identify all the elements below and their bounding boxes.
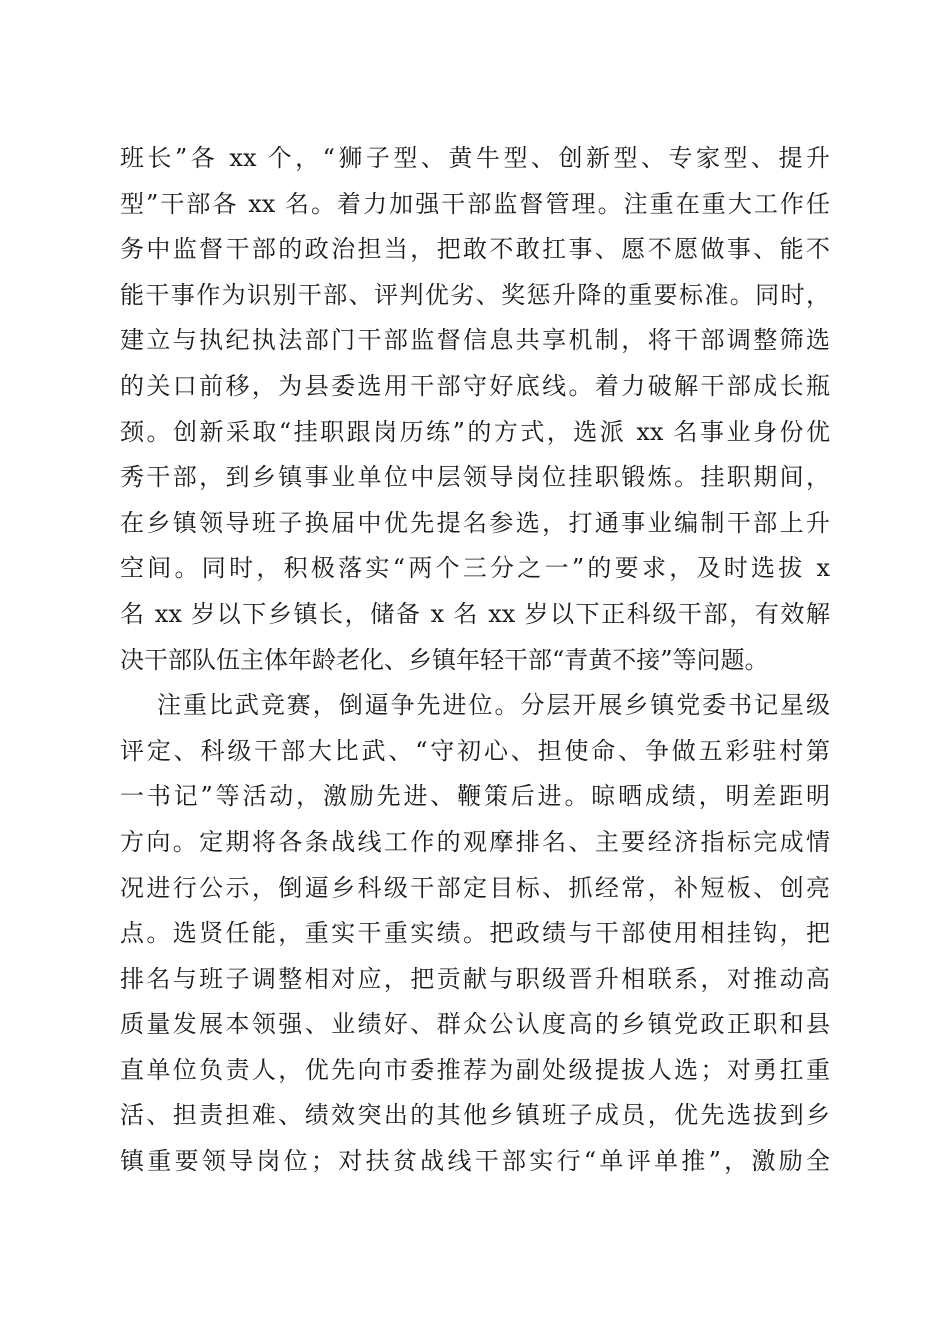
text-line: 的关口前移，为县委选用干部守好底线。着力破解干部成长瓶 <box>120 371 830 400</box>
text-line: 方向。定期将各条战线工作的观摩排名、主要经济指标完成情 <box>120 827 830 856</box>
text-line: 排名与班子调整相对应，把贡献与职级晋升相联系，对推动高 <box>120 964 830 993</box>
text-line: 直单位负责人，优先向市委推荐为副处级提拔人选；对勇扛重 <box>120 1055 830 1084</box>
paragraph-1 <box>120 136 830 683</box>
text-line: 决干部队伍主体年龄老化、乡镇年轻干部“青黄不接”等问题。 <box>120 645 769 674</box>
text-line: 镇重要领导岗位；对扶贫战线干部实行“单评单推”，激励全 <box>120 1147 830 1176</box>
text-line: 活、担责担难、绩效突出的其他乡镇班子成员，优先选拔到乡 <box>120 1101 830 1130</box>
text-line: 点。选贤任能，重实干重实绩。把政绩与干部使用相挂钩，把 <box>120 919 830 948</box>
text-line: 颈。创新采取“挂职跟岗历练”的方式，选派 xx 名事业身份优 <box>120 417 830 446</box>
text-line: 空间。同时，积极落实“两个三分之一”的要求，及时选拔 x <box>120 554 830 583</box>
text-line: 况进行公示，倒逼乡科级干部定目标、抓经常，补短板、创亮 <box>120 873 830 902</box>
text-line: 名 xx 岁以下乡镇长，储备 x 名 xx 岁以下正科级干部，有效解 <box>120 599 830 628</box>
text-line: 班长”各 xx 个，“狮子型、黄牛型、创新型、专家型、提升 <box>120 144 830 172</box>
text-line: 能干事作为识别干部、评判优劣、奖惩升降的重要标准。同时， <box>120 280 830 309</box>
document-body <box>120 136 830 1185</box>
text-line: 在乡镇领导班子换届中优先提名参选，打通事业编制干部上升 <box>120 508 830 537</box>
text-line: 质量发展本领强、业绩好、群众公认度高的乡镇党政正职和县 <box>120 1010 830 1039</box>
paragraph-2 <box>120 683 830 1185</box>
text-line: 型”干部各 xx 名。着力加强干部监督管理。注重在重大工作任 <box>120 189 830 218</box>
text-line: 务中监督干部的政治担当，把敢不敢扛事、愿不愿做事、能不 <box>120 235 830 264</box>
text-line: 一书记”等活动，激励先进、鞭策后进。晾晒成绩，明差距明 <box>120 782 830 811</box>
text-line: 注重比武竞赛，倒逼争先进位。分层开展乡镇党委书记星级 <box>157 691 830 720</box>
text-line: 秀干部，到乡镇事业单位中层领导岗位挂职锻炼。挂职期间， <box>120 463 830 492</box>
text-line: 建立与执纪执法部门干部监督信息共享机制，将干部调整筛选 <box>120 326 830 355</box>
text-line: 评定、科级干部大比武、“守初心、担使命、争做五彩驻村第 <box>120 736 830 765</box>
